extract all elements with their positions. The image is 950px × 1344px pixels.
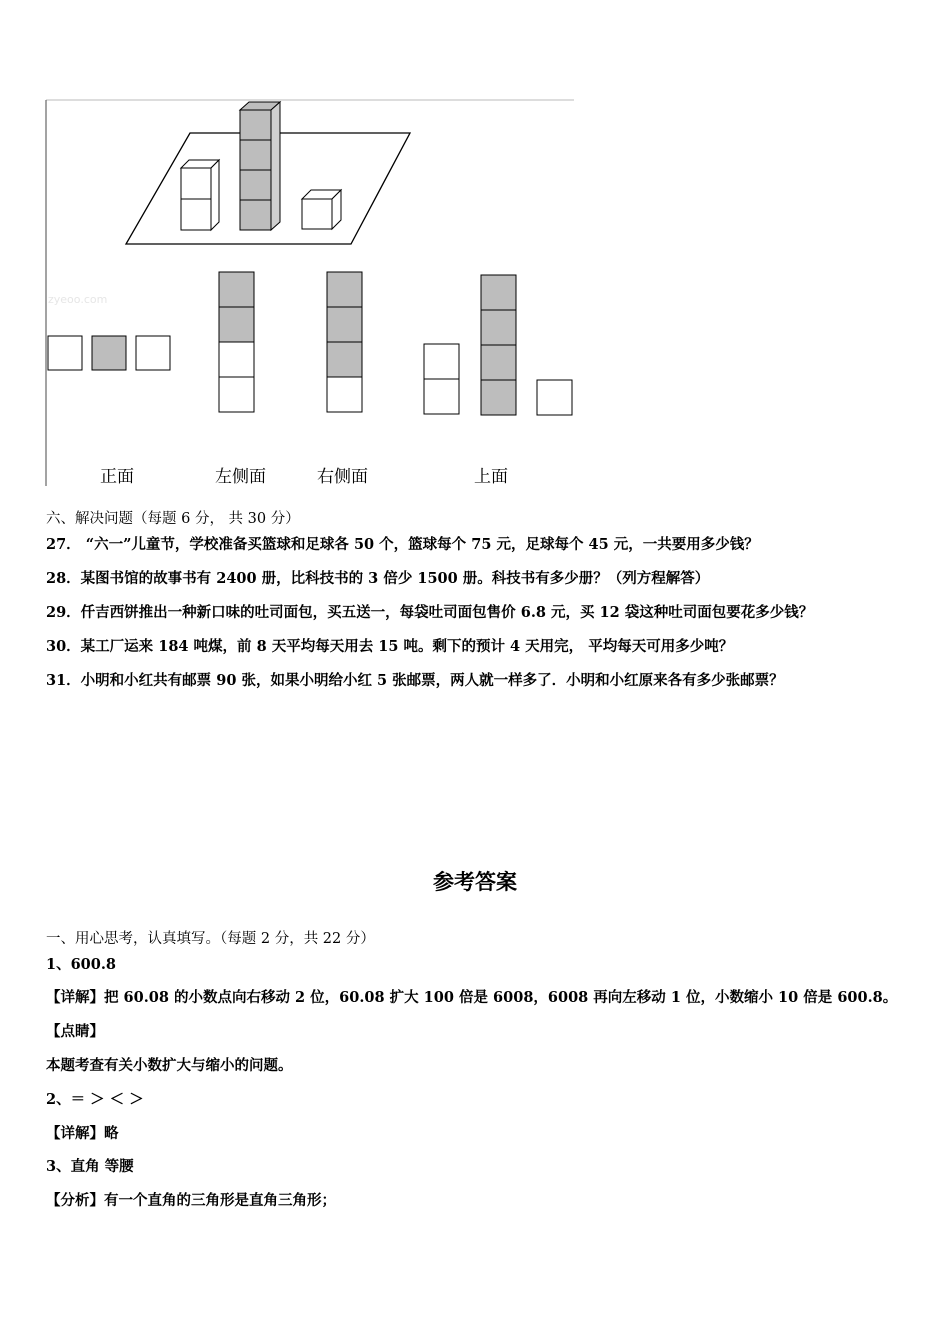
question-27: 27． “六一”儿童节，学校准备买篮球和足球各 50 个，篮球每个 75 元，足球每个 45 元，一共要用多少钱？ xyxy=(46,536,759,553)
answer-1: 1、600.8 xyxy=(46,956,116,973)
label-left-view: 左侧面 xyxy=(215,467,266,487)
top-view xyxy=(424,275,572,415)
question-30: 30．某工厂运来 184 吨煤，前 8 天平均每天用去 15 吨。剩下的预计 4 天用完， 平均每天可用多少吨？ xyxy=(46,638,734,655)
answers-section1-heading: 一、用心思考，认真填写。（每题 2 分，共 22 分） xyxy=(46,931,375,947)
cube-views-figure xyxy=(44,98,576,488)
stack-left-white-cubes xyxy=(181,160,219,230)
watermark: zyeoo.com xyxy=(48,293,108,306)
right-side-view xyxy=(327,272,362,412)
answer-1-note-label: 【点睛】 xyxy=(46,1023,104,1040)
question-28: 28．某图书馆的故事书有 2400 册，比科技书的 3 倍少 1500 册。科技书有多少册？（列方程解答） xyxy=(46,570,710,587)
answer-2-detail: 【详解】略 xyxy=(46,1125,119,1142)
label-top-view: 上面 xyxy=(474,467,508,487)
question-31: 31．小明和小红共有邮票 90 张，如果小明给小红 5 张邮票，两人就一样多了．小明和小红原来各有多少张邮票？ xyxy=(46,672,784,689)
front-view xyxy=(48,336,170,370)
answer-3-analysis: 【分析】有一个直角的三角形是直角三角形； xyxy=(46,1192,336,1209)
answer-1-detail: 【详解】把 60.08 的小数点向右移动 2 位，60.08 扩大 100 倍是 6008，6008 再向左移动 1 位，小数缩小 10 倍是 600.8。 xyxy=(46,989,898,1006)
cube-views-drawing xyxy=(44,98,576,488)
question-29: 29．仟吉西饼推出一种新口味的吐司面包，买五送一，每袋吐司面包售价 6.8 元，买 12 袋这种吐司面包要花多少钱？ xyxy=(46,604,814,621)
section6-heading: 六、解决问题（每题 6 分， 共 30 分） xyxy=(46,511,300,527)
answer-3: 3、直角 等腰 xyxy=(46,1158,134,1175)
single-white-cube xyxy=(302,190,341,229)
label-front-view: 正面 xyxy=(100,467,134,487)
answer-2: 2、＝ ＞ ＜ ＞ xyxy=(46,1091,144,1108)
stack-center-gray-cubes xyxy=(240,102,280,230)
answers-title: 参考答案 xyxy=(433,870,517,894)
label-right-view: 右侧面 xyxy=(317,467,368,487)
answer-1-note: 本题考查有关小数扩大与缩小的问题。 xyxy=(46,1057,293,1074)
left-side-view xyxy=(219,272,254,412)
